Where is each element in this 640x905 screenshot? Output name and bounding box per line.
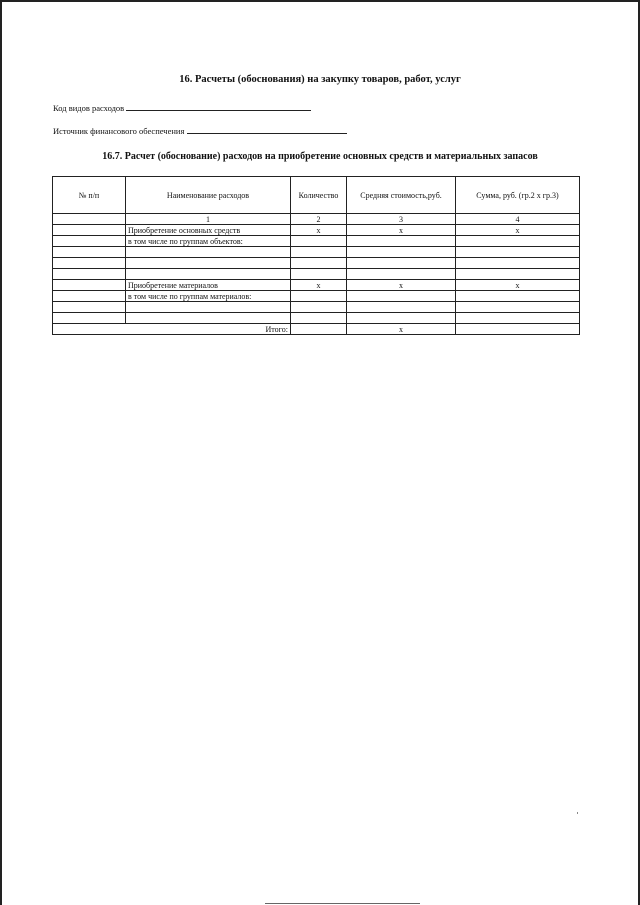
table-row xyxy=(53,236,580,247)
expense-name-cell: в том числе по группам объектов: xyxy=(126,236,291,247)
row-number-cell[interactable] xyxy=(53,236,126,247)
page-border-left xyxy=(0,0,2,905)
row-number-cell[interactable] xyxy=(53,313,126,324)
row-number-cell[interactable] xyxy=(53,258,126,269)
col-num-3: 3 xyxy=(347,214,456,225)
expense-name-cell[interactable] xyxy=(126,302,291,313)
table-row xyxy=(53,269,580,280)
table-row xyxy=(53,247,580,258)
expense-code-value[interactable] xyxy=(126,102,311,111)
avg-cost-cell[interactable] xyxy=(347,236,456,247)
sum-cell: х xyxy=(456,280,580,291)
quantity-cell: х xyxy=(291,225,347,236)
table-row xyxy=(53,280,580,291)
avg-cost-cell[interactable] xyxy=(347,258,456,269)
expenses-table xyxy=(52,176,580,335)
expense-name-cell[interactable] xyxy=(126,258,291,269)
expense-code-label: Код видов расходов xyxy=(53,103,125,113)
col-num-2: 2 xyxy=(291,214,347,225)
header-expense-name: Наименование расходов xyxy=(126,177,291,214)
page-border-top xyxy=(0,0,640,2)
quantity-cell[interactable] xyxy=(291,269,347,280)
total-quantity-cell[interactable] xyxy=(291,324,347,335)
avg-cost-cell[interactable] xyxy=(347,302,456,313)
quantity-cell[interactable] xyxy=(291,247,347,258)
quantity-cell[interactable] xyxy=(291,236,347,247)
funding-source-field xyxy=(53,125,347,136)
avg-cost-cell[interactable] xyxy=(347,247,456,258)
quantity-cell: х xyxy=(291,280,347,291)
row-number-cell[interactable] xyxy=(53,302,126,313)
row-number-cell[interactable] xyxy=(53,269,126,280)
header-number: № п/п xyxy=(53,177,126,214)
total-label: Итого: xyxy=(53,324,291,335)
sum-cell[interactable] xyxy=(456,258,580,269)
sum-cell[interactable] xyxy=(456,247,580,258)
table-header-row xyxy=(53,177,580,214)
header-sum: Сумма, руб. (гр.2 х гр.3) xyxy=(456,177,580,214)
document-title: 16. Расчеты (обоснования) на закупку товаров, работ, услуг xyxy=(179,74,461,85)
scan-artifact xyxy=(577,812,578,814)
funding-source-label: Источник финансового обеспечения xyxy=(53,126,185,136)
row-number-cell[interactable] xyxy=(53,280,126,291)
quantity-cell[interactable] xyxy=(291,313,347,324)
expense-code-field xyxy=(53,102,311,113)
funding-source-value[interactable] xyxy=(187,125,347,134)
header-quantity: Количество xyxy=(291,177,347,214)
col-num-1: 1 xyxy=(126,214,291,225)
avg-cost-cell[interactable] xyxy=(347,313,456,324)
page-bottom-mark xyxy=(265,903,420,904)
avg-cost-cell[interactable] xyxy=(347,291,456,302)
expense-name-cell[interactable] xyxy=(126,247,291,258)
quantity-cell[interactable] xyxy=(291,291,347,302)
column-numbers-row xyxy=(53,214,580,225)
total-row xyxy=(53,324,580,335)
sum-cell[interactable] xyxy=(456,313,580,324)
expense-name-cell[interactable] xyxy=(126,269,291,280)
expense-name-cell: Приобретение основных средств xyxy=(126,225,291,236)
expense-name-cell[interactable] xyxy=(126,313,291,324)
row-number-cell[interactable] xyxy=(53,225,126,236)
expense-name-cell: Приобретение материалов xyxy=(126,280,291,291)
table-row xyxy=(53,258,580,269)
sum-cell[interactable] xyxy=(456,291,580,302)
section-subtitle: 16.7. Расчет (обоснование) расходов на приобретение основных средств и материальных запасов xyxy=(102,151,538,162)
sum-cell[interactable] xyxy=(456,269,580,280)
quantity-cell[interactable] xyxy=(291,302,347,313)
total-avg-cost-cell: х xyxy=(347,324,456,335)
col-num-0 xyxy=(53,214,126,225)
avg-cost-cell: х xyxy=(347,225,456,236)
expense-name-cell: в том числе по группам материалов: xyxy=(126,291,291,302)
table-row xyxy=(53,302,580,313)
avg-cost-cell[interactable] xyxy=(347,269,456,280)
row-number-cell[interactable] xyxy=(53,291,126,302)
row-number-cell[interactable] xyxy=(53,247,126,258)
sum-cell[interactable] xyxy=(456,302,580,313)
table-row xyxy=(53,225,580,236)
table-row xyxy=(53,313,580,324)
quantity-cell[interactable] xyxy=(291,258,347,269)
header-average-cost: Средняя стоимость,руб. xyxy=(347,177,456,214)
table-row xyxy=(53,291,580,302)
sum-cell[interactable] xyxy=(456,236,580,247)
col-num-4: 4 xyxy=(456,214,580,225)
avg-cost-cell: х xyxy=(347,280,456,291)
sum-cell: х xyxy=(456,225,580,236)
total-sum-cell[interactable] xyxy=(456,324,580,335)
